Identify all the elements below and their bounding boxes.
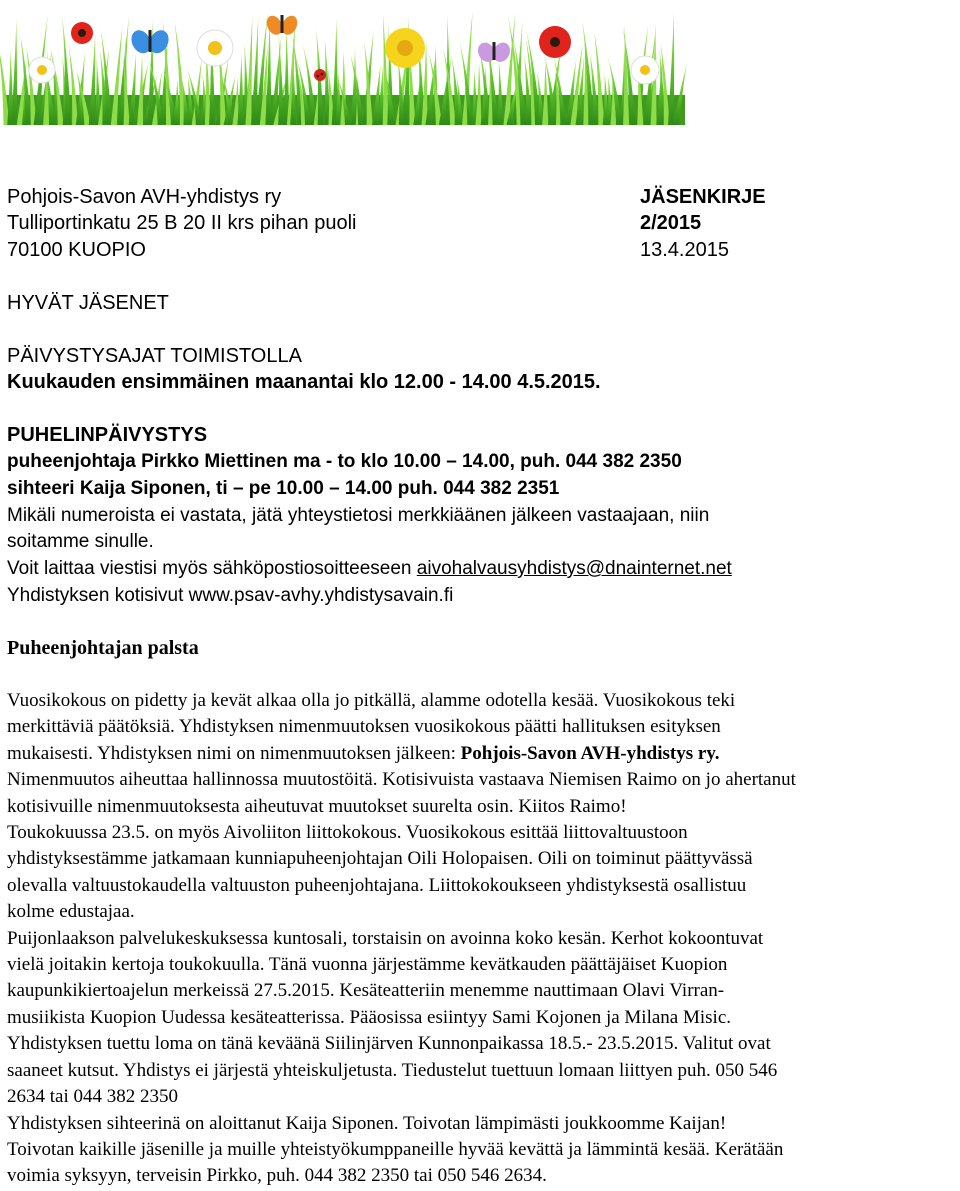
column-body [7,688,960,1190]
phone-note-line2: soitamme sinulle. [7,531,154,552]
new-association-name: Pohjois-Savon AVH-yhdistys ry. [460,742,720,764]
org-address: Tulliportinkatu 25 B 20 II krs pihan puoli [7,212,357,234]
phone-secretary: sihteeri Kaija Siponen, ti – pe 10.00 – 14.00 puh. 044 382 2351 [7,478,560,499]
grass-blade [383,14,389,125]
poppy-flower-icon [71,22,93,44]
poppy-flower-icon [539,26,571,58]
column-line: merkittäviä päätöksiä. Yhdistyksen nimenmuutoksen vuosikokous päätti hallituksen esityksen [7,716,721,738]
issue-number: 2/2015 [640,212,702,234]
daisy-flower-icon [197,30,233,66]
column-line: kolme edustajaa. [7,901,135,923]
org-city: 70100 KUOPIO [7,239,146,261]
ladybug-icon [314,69,326,81]
grass-blade [475,63,481,125]
yellow-flower-icon [385,28,425,68]
column-line: Puijonlaakson palvelukeskuksessa kuntosali, torstaisin on avoinna koko kesän. Kerhot kokoontuvat [7,927,764,949]
column-line: Nimenmuutos aiheuttaa hallinnossa muutostöitä. Kotisivuista vastaava Niemisen Raimo on jo ahertanut [7,769,796,791]
grass-blade [278,34,284,125]
column-line: musiikista Kuopion Uudessa kesäteatterissa. Pääosissa esiintyy Sami Kojonen ja Milana Misic. [7,1006,732,1028]
column-line-text: mukaisesti. Yhdistyksen nimi on nimenmuutoksen jälkeen: [7,742,461,764]
phone-chair: puheenjohtaja Pirkko Miettinen ma - to klo 10.00 – 14.00, puh. 044 382 2350 [7,451,682,472]
column-line: kotisivuille nimenmuutoksesta aiheutuvat muutokset suurelta osin. Kiitos Raimo! [7,795,627,817]
email-link[interactable]: aivohalvausyhdistys@dnainternet.net [416,558,732,579]
office-hours-detail: Kuukauden ensimmäinen maanantai klo 12.00 - 14.00 4.5.2015. [7,371,601,393]
column-line [7,741,960,767]
column-line: Yhdistyksen tuettu loma on tänä keväänä Siilinjärven Kunnonpaikassa 18.5.- 23.5.2015. Valitut ovat [7,1033,771,1055]
grass-blade [237,54,243,125]
email-line [7,558,732,580]
column-line: Toivotan kaikille jäsenille ja muille yhteistyökumppaneille hyvää kevättä ja lämmintä kesää. Kerätään [7,1138,784,1160]
daisy-flower-icon [29,57,55,83]
website-line: Yhdistyksen kotisivut www.psav-avhy.yhdistysavain.fi [7,585,454,606]
office-hours-heading: PÄIVYSTYSAJAT TOIMISTOLLA [7,345,302,367]
column-line: vielä joitakin kertoja toukokuulla. Tänä vuonna järjestämme kevätkauden päättäjäiset Kuopion [7,954,728,976]
column-line: saaneet kutsut. Yhdistys ei järjestä yhteiskuljetusta. Tiedustelut tuettuun lomaan liittyen puh. 050 546 [7,1059,778,1081]
email-prefix: Voit laittaa viestisi myös sähköpostiosoitteeseen [7,558,417,579]
column-line: olevalla valtuustokaudella valtuuston puheenjohtajana. Liittokokoukseen yhdistyksestä osallistuu [7,874,747,896]
phone-heading: PUHELINPÄIVYSTYS [7,424,208,446]
column-line: 2634 tai 044 382 2350 [7,1086,178,1108]
column-line: Vuosikokous on pidetty ja kevät alkaa olla jo pitkällä, alamme odotella kesää. Vuosikokous teki [7,690,736,711]
butterfly-icon [475,40,513,65]
column-heading: Puheenjohtajan palsta [7,637,199,659]
doc-date: 13.4.2015 [640,239,729,261]
column-line: voimia syksyyn, terveisin Pirkko, puh. 044 382 2350 tai 050 546 2634. [7,1165,547,1187]
phone-note-line1: Mikäli numeroista ei vastata, jätä yhteystietosi merkkiäänen jälkeen vastaajaan, niin [7,505,710,526]
column-line: kaupunkikiertoajelun merkeissä 27.5.2015. Kesäteatteriin menemme nauttimaan Olavi Virran- [7,980,725,1002]
grass-blades [0,12,687,125]
column-line: Yhdistyksen sihteerinä on aloittanut Kaija Siponen. Toivotan lämpimästi joukkoomme Kaijan! [7,1112,727,1134]
spring-meadow-banner [0,0,700,130]
column-line: Toukokuussa 23.5. on myös Aivoliiton liittokokous. Vuosikokous esittää liittovaltuustoon [7,822,688,844]
daisy-flower-icon [631,56,659,84]
greeting: HYVÄT JÄSENET [7,292,169,314]
column-line: yhdistyksestämme jatkamaan kunniapuheenjohtajan Oili Holopaisen. Oili on toiminut päättyvässä [7,848,753,870]
doc-title: JÄSENKIRJE [640,186,766,208]
grass-blade [497,59,503,125]
org-name: Pohjois-Savon AVH-yhdistys ry [7,186,282,208]
